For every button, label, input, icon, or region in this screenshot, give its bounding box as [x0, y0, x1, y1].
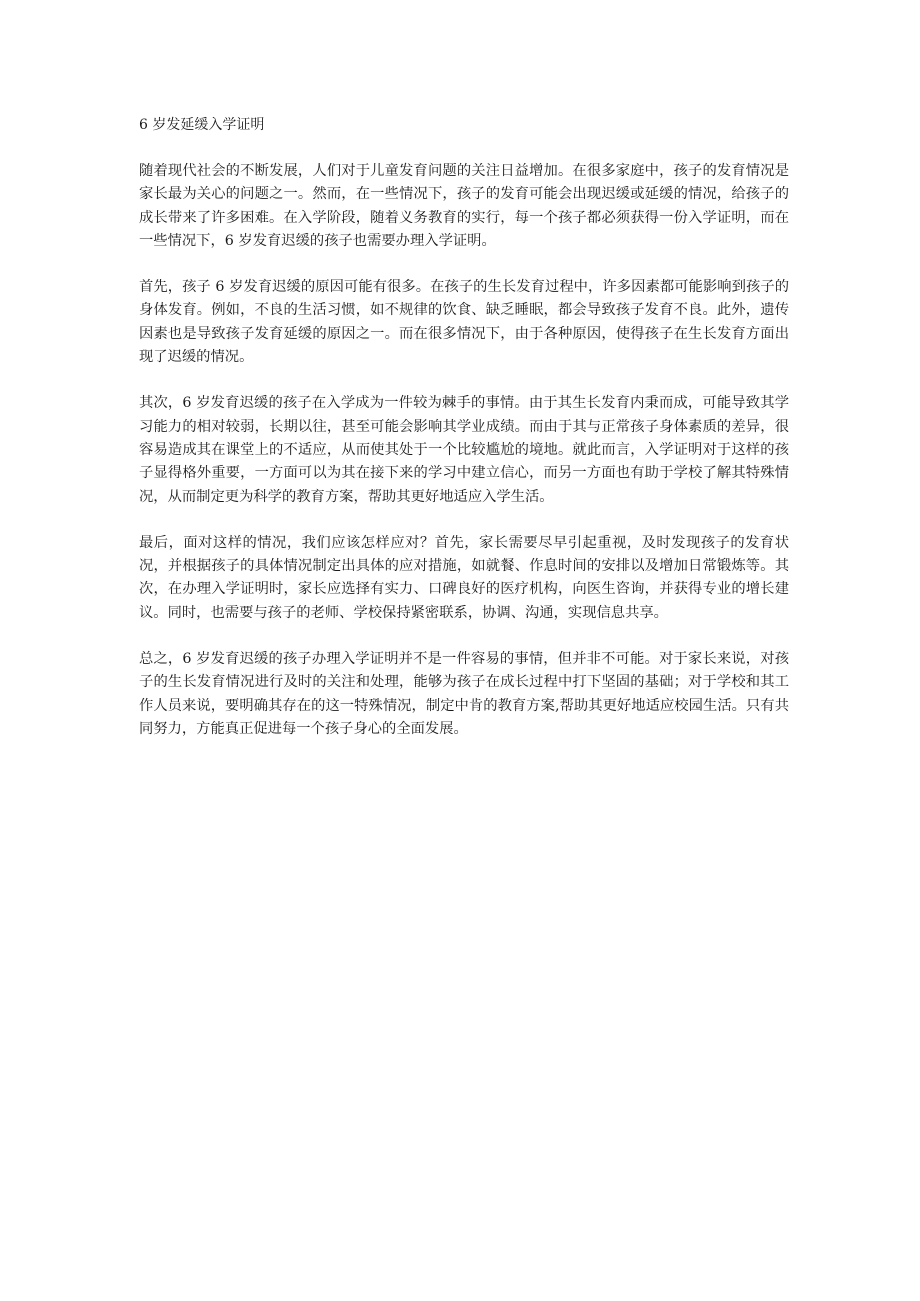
- paragraph-difficulties: 其次，6 岁发育迟缓的孩子在入学成为一件较为棘手的事情。由于其生长发育内秉而成，可能导致其学习能力的相对较弱，长期以往，甚至可能会影响其学业成绩。而由于其与正常孩子身体素质的差异，很容易造成其在课堂上的不适应，从而使其处于一个比较尴尬的境地。就此而言，入学证明对于这样的孩子显得格外重要，一方面可以为其在接下来的学习中建立信心，而另一方面也有助于学校了解其特殊情况，从而制定更为科学的教育方案，帮助其更好地适应入学生活。: [139, 395, 789, 505]
- paragraph-spacer: [139, 253, 789, 276]
- document-title: 6 岁发延缓入学证明: [139, 117, 265, 133]
- paragraph-spacer: [139, 509, 789, 532]
- paragraph-conclusion: 总之，6 岁发育迟缓的孩子办理入学证明并不是一件容易的事情，但并非不可能。对于家长来说，对孩子的生长发育情况进行及时的关注和处理，能够为孩子在成长过程中打下坚固的基础；对于学校和其工作人员来说，要明确其存在的这一特殊情况，制定中肯的教育方案,帮助其更好地适应校园生活。只有共同努力，方能真正促进每一个孩子身心的全面发展。: [139, 651, 789, 737]
- paragraph-intro: 随着现代社会的不断发展，人们对于儿童发育问题的关注日益增加。在很多家庭中，孩子的发育情况是家长最为关心的问题之一。然而，在一些情况下，孩子的发育可能会出现迟缓或延缓的情况，给孩子的成长带来了许多困难。在入学阶段，随着义务教育的实行，每一个孩子都必须获得一份入学证明，而在一些情况下，6 岁发育迟缓的孩子也需要办理入学证明。: [139, 163, 789, 249]
- paragraph-spacer: [139, 625, 789, 648]
- paragraph-spacer: [139, 369, 789, 392]
- document-body: [139, 114, 789, 741]
- title-spacer: [139, 137, 789, 160]
- paragraph-responses: 最后，面对这样的情况，我们应该怎样应对？首先，家长需要尽早引起重视，及时发现孩子的发育状况，并根据孩子的具体情况制定出具体的应对措施，如就餐、作息时间的安排以及增加日常锻炼等。其次，在办理入学证明时，家长应选择有实力、口碑良好的医疗机构，向医生咨询，并获得专业的增长建议。同时，也需要与孩子的老师、学校保持紧密联系，协调、沟通，实现信息共享。: [139, 534, 789, 621]
- paragraph-causes: 首先，孩子 6 岁发育迟缓的原因可能有很多。在孩子的生长发育过程中，许多因素都可能影响到孩子的身体发育。例如，不良的生活习惯，如不规律的饮食、缺乏睡眠，都会导致孩子发育不良。此外，遗传因素也是导致孩子发育延缓的原因之一。而在很多情况下，由于各种原因，使得孩子在生长发育方面出现了迟缓的情况。: [139, 279, 789, 366]
